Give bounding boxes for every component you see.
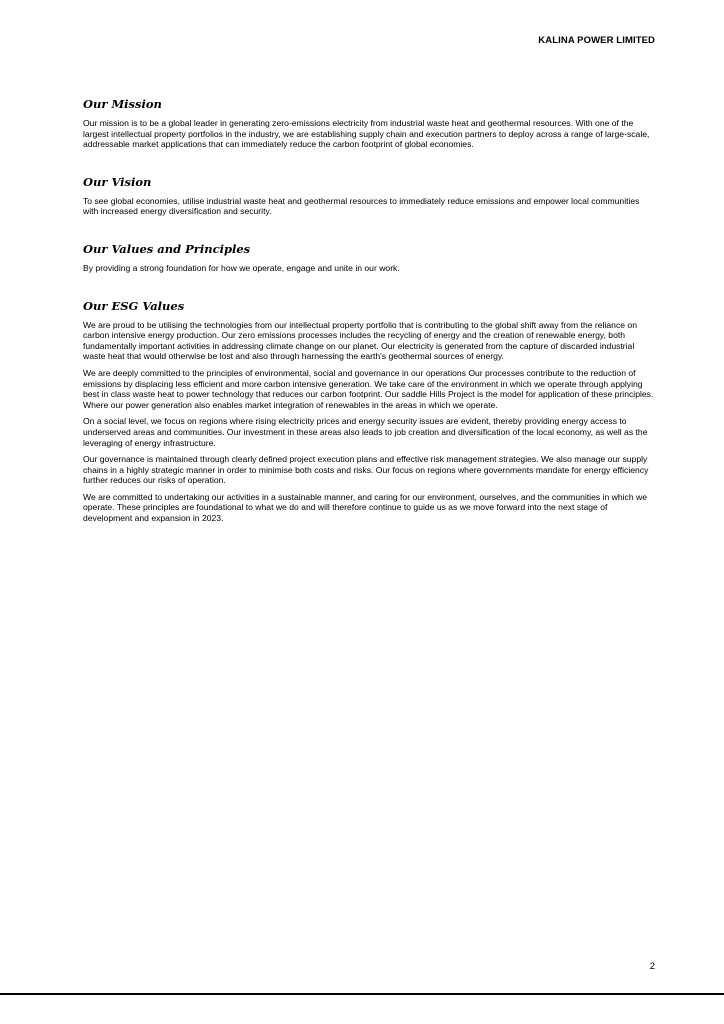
section-vision: [83, 174, 655, 217]
paragraph: To see global economies, utilise industrial waste heat and geothermal resources to immediately reduce emissions and empower local communities with increased energy diversification and security.: [83, 195, 640, 217]
section-values-principles: [83, 241, 655, 274]
page-number: 2: [649, 961, 655, 972]
section-heading: Our Vision: [83, 174, 152, 189]
section-heading: Our Values and Principles: [83, 241, 251, 256]
paragraph: Our governance is maintained through clearly defined project execution plans and effective risk management strategies. We also manage our supply chains in a highly strategic manner in order to minimise both costs and risks. Our focus on regions where governments mandate for energy efficiency further reduces our risks of operation.: [83, 454, 649, 486]
company-header: KALINA POWER LIMITED: [538, 35, 655, 46]
section-heading: Our ESG Values: [83, 298, 185, 313]
paragraph: Our mission is to be a global leader in generating zero-emissions electricity from industrial waste heat and geothermal resources. With one of the largest intellectual property portfolios in the industry, we are establishing supply chain and execution partners to deploy across a range of large-scale, addressable market applications that can immediately reduce the carbon footprint of global economies.: [83, 118, 650, 150]
section-heading: Our Mission: [83, 97, 162, 111]
paragraph: We are deeply committed to the principles of environmental, social and governance in our operations Our processes contribute to the reduction of emissions by displacing less efficient and more carbon intensive generation. We take care of the environment in which we operate through applying best in class waste heat to power technology that reduces our carbon footprint. Our saddle Hills Project is the model for application of these principles. Where our power generation also enables market integration of renewables in the areas in which we operate.: [83, 367, 654, 410]
document-body: [83, 96, 655, 530]
paragraph: By providing a strong foundation for how we operate, engage and unite in our work.: [83, 262, 400, 273]
paragraph: On a social level, we focus on regions where rising electricity prices and energy security issues are evident, thereby providing energy access to underserved areas and communities. Our investment in these areas also leads to job creation and diversification of the local economy, as well as the leveraging of energy infrastructure.: [83, 416, 648, 448]
footer-divider: [0, 993, 724, 995]
paragraph: We are proud to be utilising the technologies from our intellectual property portfolio that is contributing to the global shift away from the reliance on carbon intensive energy production. Our zero emissions processes includes the recycling of energy and the creation of renewable energy, both fundamentally important activities in addressing climate change on our planet. Our electricity is generated from the capture of discarded industrial waste heat that would otherwise be lost and also through harnessing the earth's geothermal sources of energy.: [83, 319, 637, 362]
paragraph: We are committed to undertaking our activities in a sustainable manner, and caring for our environment, ourselves, and the communities in which we operate. These principles are foundational to what we do and will therefore continue to guide us as we move forward into the next stage of development and expansion in 2023.: [83, 491, 647, 524]
section-esg-values: [83, 298, 655, 524]
section-mission: [83, 96, 655, 150]
